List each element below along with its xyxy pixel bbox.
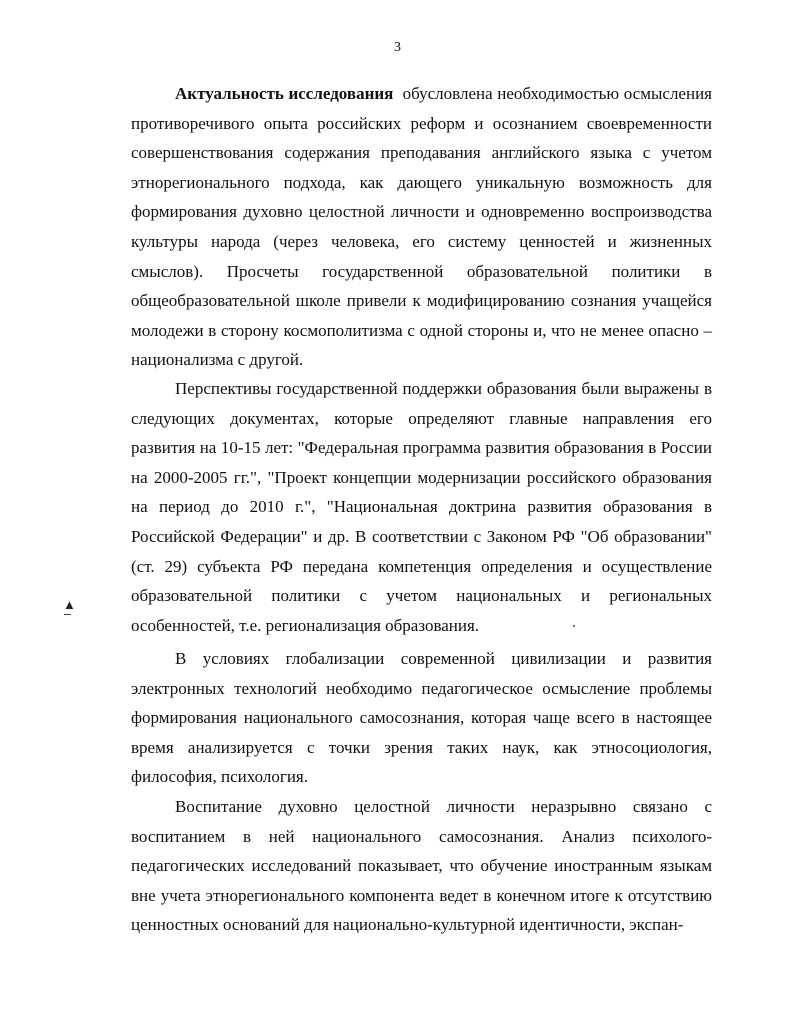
- paragraph-lead-heading: Актуальность исследования: [175, 84, 394, 103]
- paragraph-state-support: [131, 374, 712, 640]
- margin-tick: [64, 614, 71, 615]
- paragraph-globalization: [131, 644, 712, 792]
- pointer-mark-icon: ▲: [63, 597, 76, 612]
- page-number: 3: [394, 40, 401, 55]
- paragraph-text: Воспитание духовно целостной личности неразрывно связано с воспитанием в ней национального самосознания. Анализ психолого-педагогических исследований показывает, что обучение иностранным языкам вне учета этнорегионального компонента ведет в конечном итоге к отсутствию ценностных оснований для национально-культурной идентичности, экспан-: [131, 797, 712, 935]
- paragraph-text: Перспективы государственной поддержки образования были выражены в следующих документах, которые определяют главные направления его развития на 10-15 лет: "Федеральная программа развития образования в России на 2000-2005 гг.", "Проект концепции модернизации российского образования на период до 2010 г.", "Национальная доктрина развития образования в Российской Федерации" и др. В соответствии с Законом РФ "Об образовании" (ст. 29) субъекта РФ передана компетенция определения и осуществление образовательной политики с учетом национальных и региональных особенностей, т.е. регионализация образования.: [131, 379, 712, 635]
- scan-speck: [573, 625, 575, 627]
- paragraph-upbringing: [131, 792, 712, 940]
- paragraph-text: В условиях глобализации современной цивилизации и развития электронных технологий необходимо педагогическое осмысление проблемы формирования национального самосознания, которая чаще всего в настоящее время анализируется с точки зрения таких наук, как этносоциология, философия, психология.: [131, 649, 712, 787]
- paragraph-relevance: [131, 79, 712, 375]
- paragraph-text: обусловлена необходимостью осмысления противоречивого опыта российских реформ и осознанием своевременности совершенствования содержания преподавания английского языка с учетом этнорегионального подхода, как дающего уникальную возможность для формирования духовно целостной личности и одновременно воспроизводства культуры народа (через человека, его систему ценностей и жизненных смыслов). Просчеты государственной образовательной политики в общеобразовательной школе привели к модифицированию сознания учащейся молодежи в сторону космополитизма с одной стороны и, что не менее опасно – национализма с другой.: [131, 84, 712, 370]
